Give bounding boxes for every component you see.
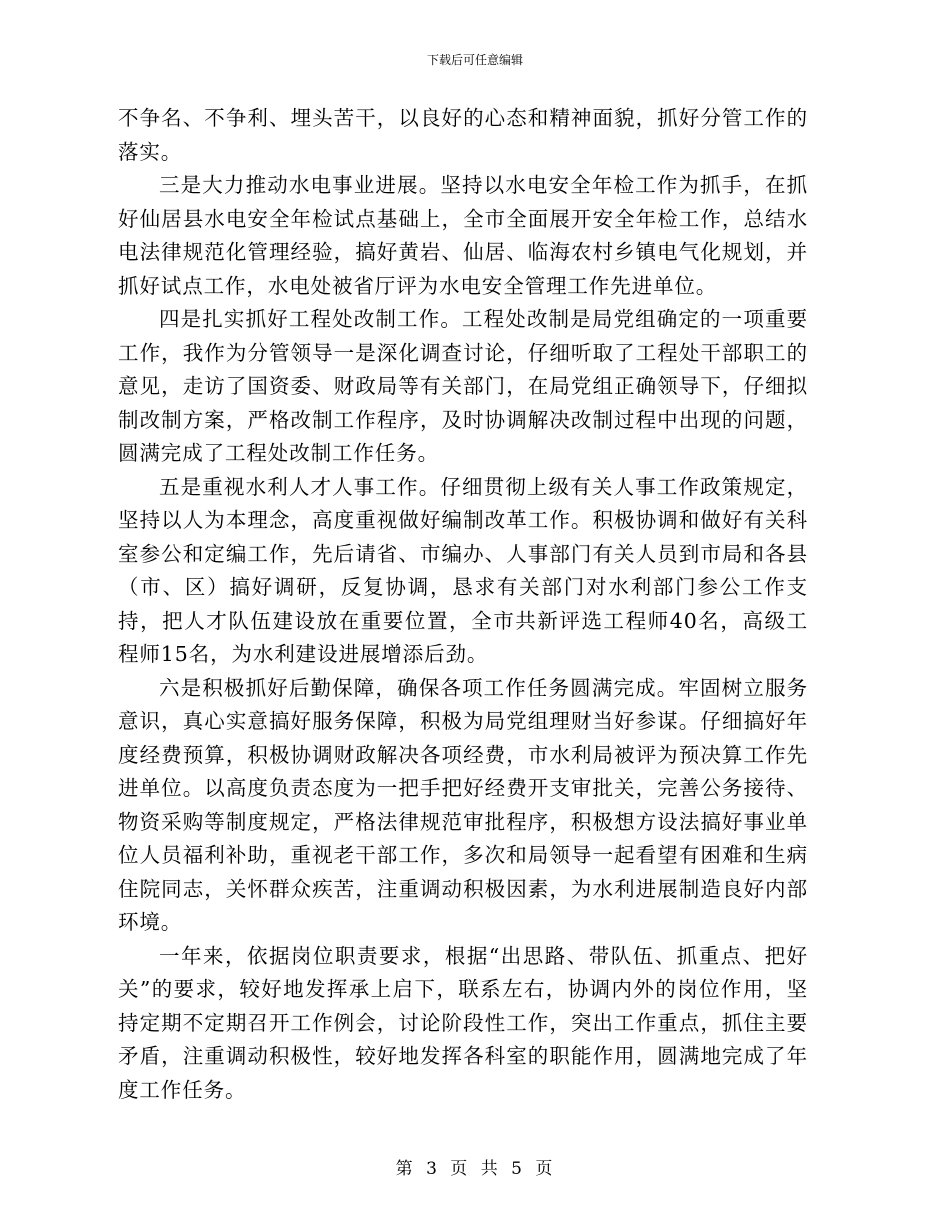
paragraph-summary: 一年来，依据岗位职责要求，根据“出思路、带队伍、抓重点、把好关”的要求，较好地发挥承上启下，联系左右，协调内外的岗位作用，坚持定期不定期召开工作例会，讨论阶段性工作，突出工作重点，抓住主要矛盾，注重调动积极性，较好地发挥各科室的职能作用，圆满地完成了年度工作任务。 xyxy=(118,943,808,1102)
document-body xyxy=(118,102,808,1107)
paragraph-logistics: 六是积极抓好后勤保障，确保各项工作任务圆满完成。牢固树立服务意识，真心实意搞好服务保障，积极为局党组理财当好参谋。仔细搞好年度经费预算，积极协调财政解决各项经费，市水利局被评为预决算工作先进单位。以高度负责态度为一把手把好经费开支审批关，完善公务接待、物资采购等制度规定，严格法律规范审批程序，积极想方设法搞好事业单位人员福利补助，重视老干部工作，多次和局领导一起看望有困难和生病住院同志，关怀群众疾苦，注重调动积极因素，为水利进展制造良好内部环境。 xyxy=(118,675,808,934)
paragraph-engineering-reform: 四是扎实抓好工程处改制工作。工程处改制是局党组确定的一项重要工作，我作为分管领导一是深化调查讨论，仔细听取了工程处干部职工的意见，走访了国资委、财政局等有关部门，在局党组正确领导下，仔细拟制改制方案，严格改制工作程序，及时协调解决改制过程中出现的问题，圆满完成了工程处改制工作任务。 xyxy=(118,307,808,465)
paragraph-hydropower: 三是大力推动水电事业进展。坚持以水电安全年检工作为抓手，在抓好仙居县水电安全年检试点基础上，全市全面展开安全年检工作，总结水电法律规范化管理经验，搞好黄岩、仙居、临海农村乡镇电气化规划，并抓好试点工作，水电处被省厅评为水电安全管理工作先进单位。 xyxy=(118,173,808,298)
page-footer: 第 3 页 共 5 页 xyxy=(395,1159,555,1179)
paragraph-continuation: 不争名、不争利、埋头苦干，以良好的心态和精神面貌，抓好分管工作的落实。 xyxy=(118,106,808,164)
paragraph-personnel: 五是重视水利人才人事工作。仔细贯彻上级有关人事工作政策规定，坚持以人为本理念，高度重视做好编制改革工作。积极协调和做好有关科室参公和定编工作，先后请省、市编办、人事部门有关人员到市局和各县（市、区）搞好调研，反复协调，恳求有关部门对水利部门参公工作支持，把人才队伍建设放在重要位置，全市共新评选工程师40名，高级工程师15名，为水利建设进展增添后劲。 xyxy=(118,474,808,666)
page-header: 下载后可任意编辑 xyxy=(426,53,523,67)
